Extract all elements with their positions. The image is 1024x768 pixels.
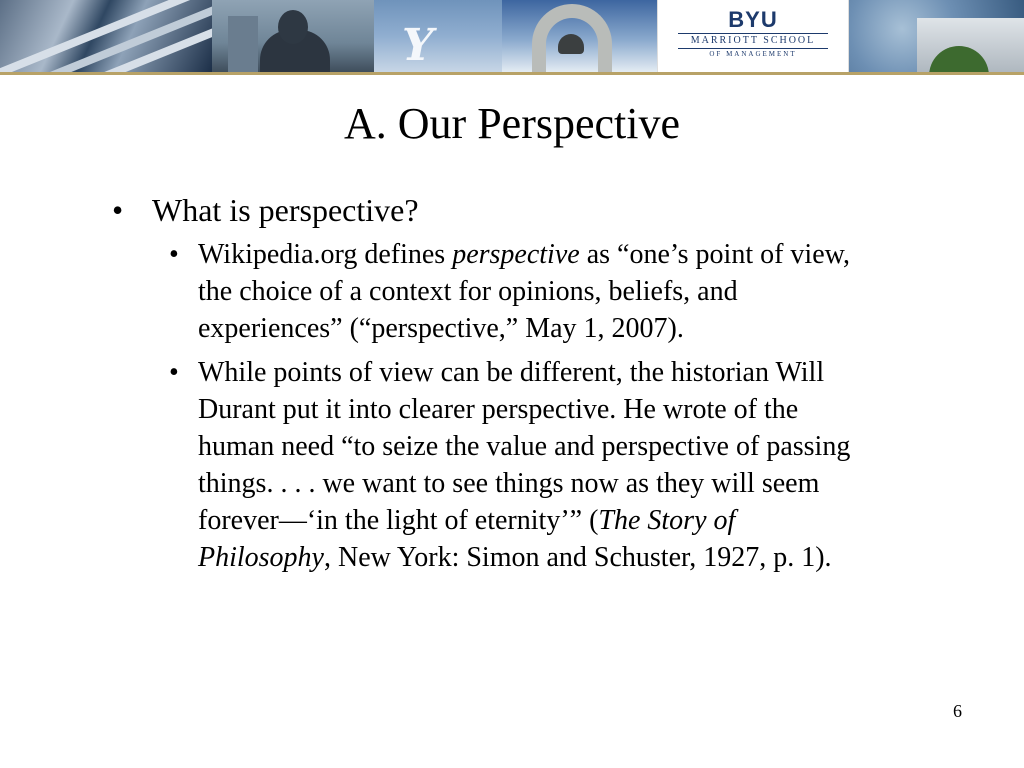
bullet-text: What is perspective? <box>152 192 419 228</box>
logo-title: BYU <box>728 7 778 32</box>
header-banner <box>0 0 1024 75</box>
sub-bullet-text-a: Wikipedia.org defines <box>198 239 453 270</box>
bullet-dot-icon: • <box>169 357 179 388</box>
sub-bullet-italic-book-title: The Story of Philosophy <box>198 505 736 573</box>
sub-bullet-text-c: , New York: Simon and Schuster, 1927, p. 1). <box>324 542 832 573</box>
byu-marriott-logo <box>657 0 849 72</box>
bullet-dot-icon: • <box>112 192 124 228</box>
banner-photo-statue <box>212 0 374 72</box>
tower-silhouette <box>228 16 258 72</box>
sub-bullet-list <box>169 236 912 576</box>
logo-divider <box>678 48 828 49</box>
sub-bullet-durant <box>169 354 874 576</box>
bullet-level1 <box>112 190 912 230</box>
banner-photo-bell-arch <box>502 0 657 72</box>
banner-photo-campus-building <box>849 0 1024 72</box>
slide-content <box>112 190 912 583</box>
banner-photo-building-glass <box>0 0 212 72</box>
logo-divider <box>678 33 828 34</box>
logo-line1: MARRIOTT SCHOOL <box>690 35 816 46</box>
logo-block <box>658 8 848 59</box>
sub-bullet-text-a: While points of view can be different, the historian Will Durant put it into clearer perspective. He wrote of the human need “to seize the value and perspective of passing things. . . . we want to see things now as they will seem forever—‘in the light of eternity’” ( <box>198 357 851 536</box>
sub-bullet-wikipedia <box>169 236 874 347</box>
sub-bullet-italic-term: perspective <box>452 239 580 270</box>
logo-line2: OF MANAGEMENT <box>709 50 797 58</box>
slide-title: A. Our Perspective <box>343 99 680 148</box>
glass-reflection-stripe <box>0 0 212 72</box>
y-mountain-logo-icon: Y <box>402 20 434 71</box>
slide-page-number: 6 <box>953 701 962 721</box>
bell-icon <box>558 34 584 54</box>
banner-photo-y-mountain <box>374 0 502 72</box>
bullet-dot-icon: • <box>169 239 179 270</box>
sub-bullet-text-c: as “one’s point of view, the choice of a context for opinions, beliefs, and experiences” (“perspective,” May 1, 2007). <box>198 239 851 344</box>
statue-head <box>278 10 308 44</box>
